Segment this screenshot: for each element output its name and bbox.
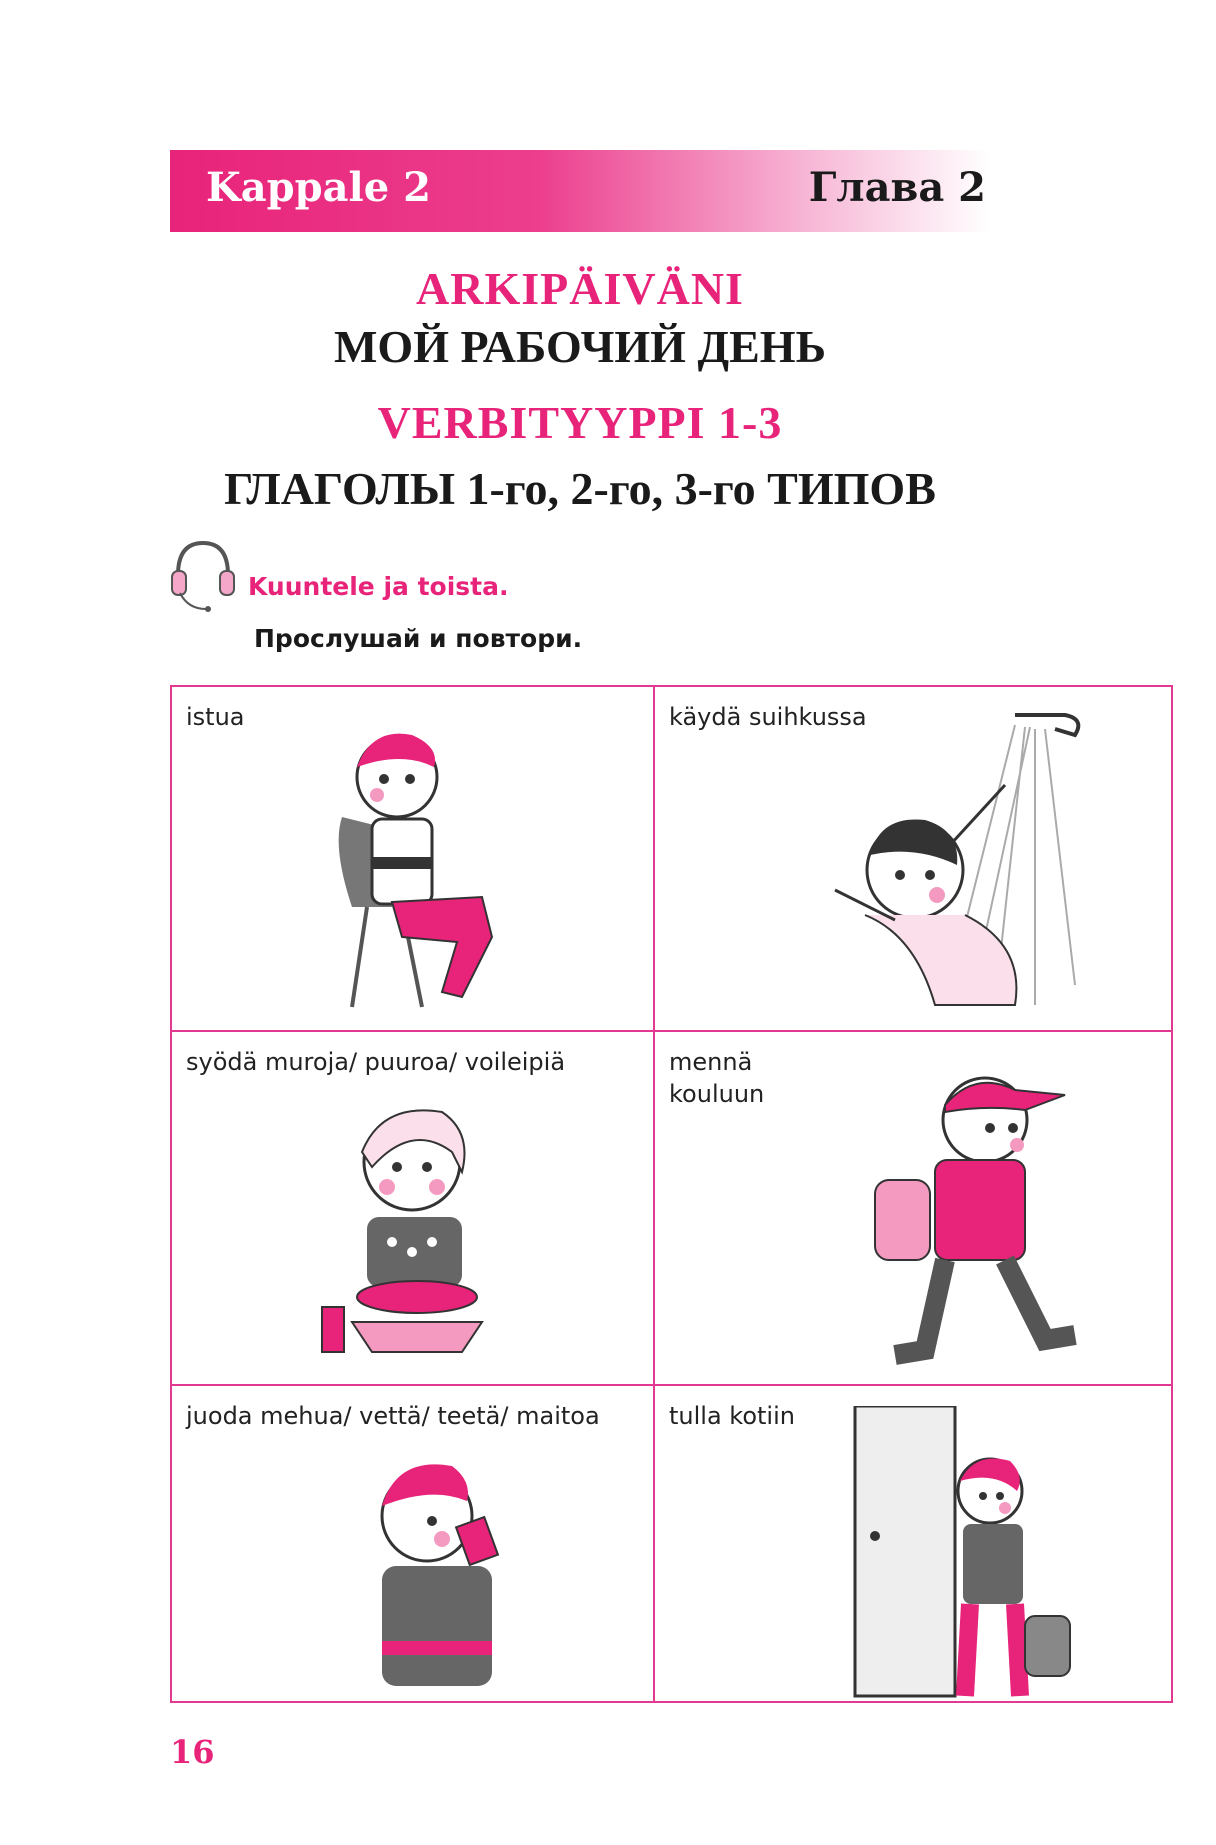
vocab-cell: [172, 1032, 655, 1386]
vocab-label: juoda mehua/ vettä/ teetä/ maitoa: [186, 1402, 600, 1430]
chapter-label-ru: Глава 2: [808, 164, 986, 211]
boy-drinking-illustration: [342, 1441, 542, 1701]
vocab-label: syödä muroja/ puuroa/ voileipiä: [186, 1048, 566, 1076]
chapter-header: [170, 150, 990, 232]
boy-going-to-school-illustration: [865, 1050, 1095, 1380]
boy-showering-illustration: [785, 705, 1145, 1025]
girl-eating-illustration: [312, 1092, 522, 1372]
title-ru: МОЙ РАБОЧИЙ ДЕНЬ: [334, 321, 826, 372]
vocabulary-grid: [170, 685, 1173, 1703]
boy-sitting-illustration: [312, 707, 512, 1017]
boy-coming-home-illustration: [845, 1406, 1085, 1701]
instruction-ru: Прослушай и повтори.: [254, 624, 583, 653]
subtitle-fi: VERBITYYPPI 1-3: [377, 397, 783, 448]
headphones-icon: [168, 535, 238, 615]
page-number: 16: [170, 1733, 215, 1771]
instruction-fi: Kuuntele ja toista.: [248, 572, 509, 601]
vocab-cell: [655, 1386, 1171, 1701]
vocab-cell: [172, 687, 655, 1032]
title-fi: ARKIPÄIVÄNI: [416, 263, 744, 314]
vocab-label: käydä suihkussa: [669, 703, 867, 731]
chapter-label-fi: Kappale 2: [206, 164, 431, 211]
vocab-label: tulla kotiin: [669, 1402, 795, 1430]
vocab-label: istua: [186, 703, 245, 731]
subtitle-ru: ГЛАГОЛЫ 1-го, 2-го, 3-го ТИПОВ: [224, 463, 936, 514]
vocab-cell: [172, 1386, 655, 1701]
vocab-cell: [655, 687, 1171, 1032]
vocab-label: mennä kouluun: [669, 1048, 765, 1108]
vocab-cell: [655, 1032, 1171, 1386]
